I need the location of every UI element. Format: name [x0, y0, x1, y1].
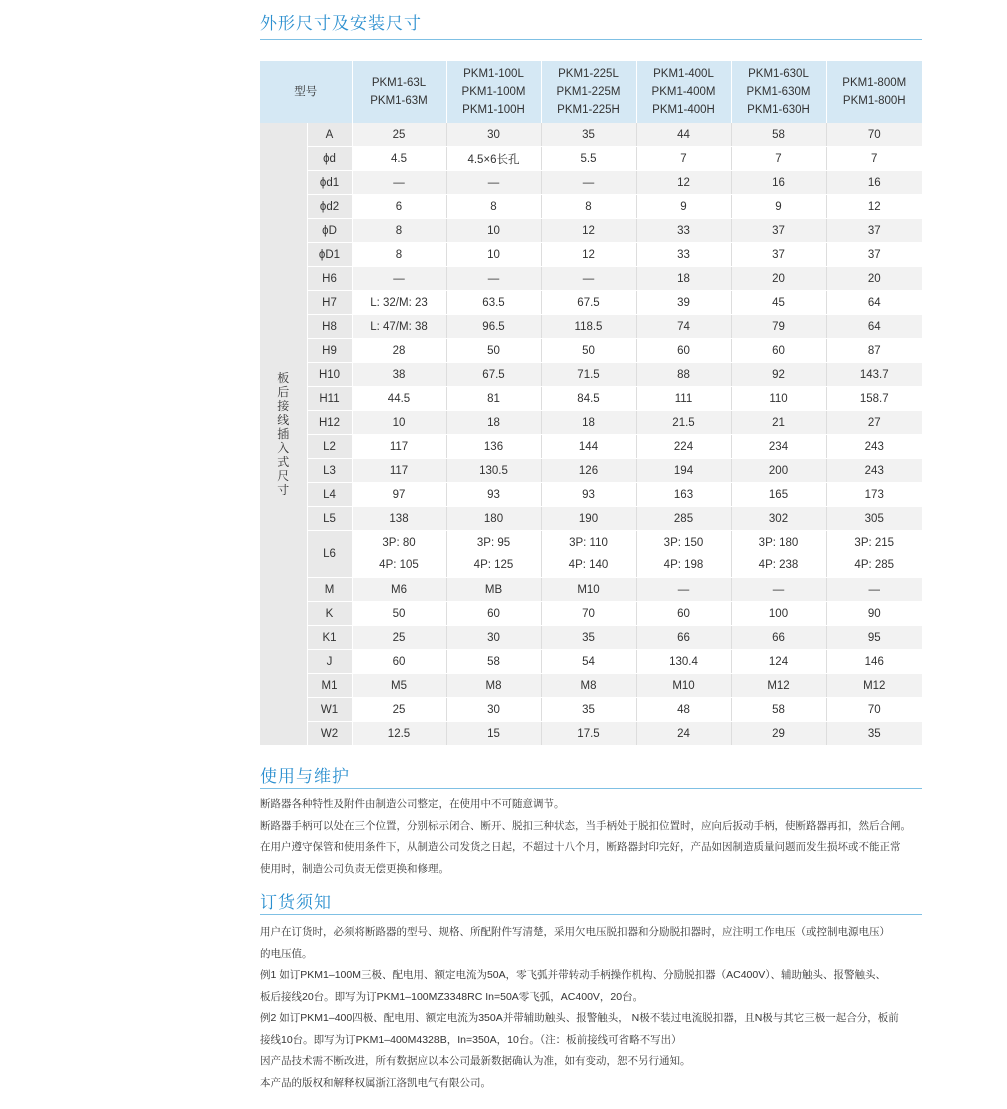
- value-cell: 30: [446, 698, 541, 722]
- value-line: 3P: 95: [476, 537, 511, 549]
- model-name: PKM1-800H: [842, 95, 906, 107]
- model-name: PKM1-63L: [371, 77, 427, 89]
- parameter-cell: H7: [307, 291, 352, 315]
- table-row: [260, 435, 922, 459]
- parameter-cell: L4: [307, 483, 352, 507]
- value-cell: M8: [446, 674, 541, 698]
- model-column-header: [541, 61, 636, 123]
- value-cell: 126: [541, 459, 636, 483]
- value-cell: 8: [352, 243, 446, 267]
- value-cell: 33: [636, 243, 731, 267]
- table-row: [260, 243, 922, 267]
- value-cell: 37: [826, 219, 922, 243]
- value-cell: M5: [352, 674, 446, 698]
- value-cell: 7: [826, 147, 922, 171]
- table-row: [260, 674, 922, 698]
- value-cell: 10: [446, 219, 541, 243]
- value-cell: [352, 531, 446, 578]
- value-cell: 50: [352, 602, 446, 626]
- model-name: PKM1-63M: [370, 95, 428, 107]
- value-cell: 12: [541, 243, 636, 267]
- dimensions-title-divider: [260, 39, 922, 40]
- value-line: 3P: 215: [854, 537, 895, 549]
- value-cell: 173: [826, 483, 922, 507]
- value-cell: 27: [826, 411, 922, 435]
- model-name: PKM1-800M: [842, 77, 907, 89]
- ordering-paragraph: 的电压值。: [260, 947, 313, 960]
- value-cell: 70: [826, 698, 922, 722]
- value-cell: 35: [541, 123, 636, 147]
- value-cell: [731, 531, 826, 578]
- table-row: [260, 219, 922, 243]
- table-row: [260, 291, 922, 315]
- model-name: PKM1-100L: [463, 68, 524, 80]
- parameter-cell: H8: [307, 315, 352, 339]
- value-cell: 60: [636, 339, 731, 363]
- value-cell: 37: [826, 243, 922, 267]
- value-cell: 28: [352, 339, 446, 363]
- value-cell: 130.4: [636, 650, 731, 674]
- value-cell: 60: [446, 602, 541, 626]
- value-cell: M10: [636, 674, 731, 698]
- model-name: PKM1-400M: [651, 86, 716, 98]
- value-cell: M8: [541, 674, 636, 698]
- table-row: [260, 171, 922, 195]
- value-cell: 200: [731, 459, 826, 483]
- value-cell: 180: [446, 507, 541, 531]
- value-cell: —: [541, 171, 636, 195]
- value-cell: 9: [731, 195, 826, 219]
- parameter-cell: A: [307, 123, 352, 147]
- ordering-title-divider: [260, 914, 922, 915]
- value-cell: 8: [541, 195, 636, 219]
- value-cell: —: [541, 267, 636, 291]
- group-label-char: 接: [277, 399, 290, 413]
- value-cell: 234: [731, 435, 826, 459]
- group-label-char: 后: [277, 385, 290, 399]
- value-cell: 143.7: [826, 363, 922, 387]
- value-cell: 48: [636, 698, 731, 722]
- value-cell: 81: [446, 387, 541, 411]
- model-name: PKM1-225L: [558, 68, 619, 80]
- value-cell: 39: [636, 291, 731, 315]
- value-cell: 37: [731, 219, 826, 243]
- value-cell: 7: [636, 147, 731, 171]
- value-cell: 60: [731, 339, 826, 363]
- model-name: PKM1-100H: [462, 104, 525, 116]
- value-cell: M10: [541, 578, 636, 602]
- value-cell: 12: [826, 195, 922, 219]
- value-cell: 18: [446, 411, 541, 435]
- table-row: [260, 507, 922, 531]
- table-row: [260, 698, 922, 722]
- group-label-char: 入: [277, 441, 290, 455]
- model-column-header: [826, 61, 922, 123]
- parameter-cell: L6: [307, 531, 352, 578]
- value-line: 3P: 80: [382, 537, 416, 549]
- value-cell: 10: [352, 411, 446, 435]
- value-cell: 124: [731, 650, 826, 674]
- value-cell: 146: [826, 650, 922, 674]
- value-cell: 21: [731, 411, 826, 435]
- value-cell: [446, 531, 541, 578]
- ordering-paragraph: 例2 如订PKM1–400四极、配电用、额定电流为350A并带辅助触头、报警触头， N极不装过电流脱扣器，且N极与其它三极一起合分，板前: [260, 1012, 899, 1024]
- maintenance-paragraph: 断路器手柄可以处在三个位置，分别标示闭合、断开、脱扣三种状态，当手柄处于脱扣位置时，应向后扳动手柄，使断路器再扣，然后合闸。: [260, 819, 911, 832]
- value-cell: 118.5: [541, 315, 636, 339]
- value-line: 4P: 238: [758, 559, 799, 571]
- value-cell: 90: [826, 602, 922, 626]
- maintenance-paragraph: 在用户遵守保管和使用条件下，从制造公司发货之日起，不超过十八个月，断路器封印完好，产品如因制造质量问题而发生损坏或不能正常: [260, 841, 901, 853]
- table-row: [260, 411, 922, 435]
- parameter-cell: ϕd2: [307, 195, 352, 219]
- value-cell: 87: [826, 339, 922, 363]
- parameter-cell: J: [307, 650, 352, 674]
- maintenance-paragraph: 断路器各种特性及附件由制造公司整定，在使用中不可随意调节。: [260, 798, 565, 810]
- parameter-cell: H12: [307, 411, 352, 435]
- dimensions-table: [260, 61, 922, 746]
- ordering-paragraph: 例1 如订PKM1–100M三极、配电用、额定电流为50A，零飞弧并带转动手柄操作机构、分励脱扣器（AC400V）、辅助触头、报警触头、: [260, 969, 886, 981]
- table-header-row: [260, 61, 922, 123]
- table-row: [260, 650, 922, 674]
- parameter-cell: H10: [307, 363, 352, 387]
- value-cell: 100: [731, 602, 826, 626]
- value-cell: 60: [636, 602, 731, 626]
- value-cell: 70: [541, 602, 636, 626]
- value-cell: 44: [636, 123, 731, 147]
- group-label-char: 尺: [277, 469, 290, 483]
- value-cell: 54: [541, 650, 636, 674]
- value-cell: 84.5: [541, 387, 636, 411]
- value-cell: 6: [352, 195, 446, 219]
- maintenance-title-divider: [260, 788, 922, 789]
- value-cell: 194: [636, 459, 731, 483]
- value-cell: 243: [826, 459, 922, 483]
- value-cell: 38: [352, 363, 446, 387]
- model-name: PKM1-630H: [747, 104, 810, 116]
- parameter-cell: ϕD: [307, 219, 352, 243]
- ordering-paragraph: 接线10台。即写为订PKM1–400M4328B，In=350A，10台。（注：板前接线可省略不写出）: [260, 1033, 682, 1046]
- value-cell: 30: [446, 123, 541, 147]
- value-cell: 163: [636, 483, 731, 507]
- value-cell: 29: [731, 722, 826, 746]
- value-cell: 5.5: [541, 147, 636, 171]
- value-cell: 25: [352, 626, 446, 650]
- value-cell: 15: [446, 722, 541, 746]
- value-cell: 16: [826, 171, 922, 195]
- table-row: [260, 722, 922, 746]
- value-cell: —: [731, 578, 826, 602]
- model-name: PKM1-225H: [557, 104, 620, 116]
- value-line: 4P: 198: [663, 559, 704, 571]
- table-row: [260, 626, 922, 650]
- value-cell: 8: [446, 195, 541, 219]
- header-model-label: 型号: [260, 61, 352, 123]
- model-name: PKM1-400L: [653, 68, 714, 80]
- parameter-cell: H9: [307, 339, 352, 363]
- value-cell: 35: [541, 626, 636, 650]
- group-label-char: 板: [277, 371, 290, 385]
- value-cell: 25: [352, 698, 446, 722]
- value-cell: 67.5: [541, 291, 636, 315]
- parameter-cell: L2: [307, 435, 352, 459]
- value-cell: [541, 531, 636, 578]
- value-cell: M6: [352, 578, 446, 602]
- value-cell: 92: [731, 363, 826, 387]
- row-group-label: [260, 123, 307, 746]
- parameter-cell: L3: [307, 459, 352, 483]
- value-cell: 117: [352, 459, 446, 483]
- ordering-text: [260, 922, 940, 1094]
- group-label-char: 寸: [277, 483, 290, 497]
- value-cell: 58: [731, 698, 826, 722]
- value-cell: —: [446, 171, 541, 195]
- value-cell: 33: [636, 219, 731, 243]
- parameter-cell: W2: [307, 722, 352, 746]
- ordering-paragraph: 板后接线20台。即写为订PKM1–100MZ3348RC In=50A零飞弧，AC400V，20台。: [260, 990, 644, 1003]
- model-name: PKM1-630M: [746, 86, 811, 98]
- table-row: [260, 195, 922, 219]
- ordering-title: 订货须知: [260, 893, 332, 912]
- parameter-cell: K: [307, 602, 352, 626]
- value-cell: 12.5: [352, 722, 446, 746]
- value-cell: 130.5: [446, 459, 541, 483]
- model-column-header: [731, 61, 826, 123]
- parameter-cell: H6: [307, 267, 352, 291]
- value-cell: 12: [541, 219, 636, 243]
- value-cell: —: [826, 578, 922, 602]
- model-column-header: [352, 61, 446, 123]
- parameter-cell: ϕd: [307, 147, 352, 171]
- value-cell: 117: [352, 435, 446, 459]
- value-cell: 50: [446, 339, 541, 363]
- value-cell: 93: [541, 483, 636, 507]
- value-cell: M12: [731, 674, 826, 698]
- value-cell: 305: [826, 507, 922, 531]
- group-label-char: 线: [277, 413, 290, 427]
- value-cell: 20: [731, 267, 826, 291]
- dimensions-title: 外形尺寸及安装尺寸: [260, 14, 422, 33]
- ordering-paragraph: 本产品的版权和解释权属浙江洛凯电气有限公司。: [260, 1076, 491, 1089]
- maintenance-paragraph: 使用时，制造公司负责无偿更换和修理。: [260, 862, 449, 875]
- ordering-paragraph: 用户在订货时，必须将断路器的型号、规格、所配附件写清楚，采用欠电压脱扣器和分励脱扣器时，应注明工作电压（或控制电源电压）: [260, 926, 890, 938]
- value-cell: 60: [352, 650, 446, 674]
- value-cell: 10: [446, 243, 541, 267]
- value-cell: 71.5: [541, 363, 636, 387]
- value-cell: 88: [636, 363, 731, 387]
- value-cell: 243: [826, 435, 922, 459]
- value-line: 4P: 285: [854, 559, 895, 571]
- parameter-cell: ϕd1: [307, 171, 352, 195]
- parameter-cell: M: [307, 578, 352, 602]
- model-name: PKM1-100M: [461, 86, 526, 98]
- parameter-cell: L5: [307, 507, 352, 531]
- value-cell: 58: [446, 650, 541, 674]
- parameter-cell: H11: [307, 387, 352, 411]
- value-cell: L: 47/M: 38: [352, 315, 446, 339]
- value-cell: 110: [731, 387, 826, 411]
- parameter-cell: ϕD1: [307, 243, 352, 267]
- table-row: [260, 363, 922, 387]
- value-line: 3P: 150: [663, 537, 704, 549]
- model-name: PKM1-630L: [748, 68, 809, 80]
- value-cell: 58: [731, 123, 826, 147]
- value-line: 4P: 105: [379, 559, 419, 571]
- value-cell: 97: [352, 483, 446, 507]
- value-cell: 136: [446, 435, 541, 459]
- value-cell: 64: [826, 315, 922, 339]
- value-cell: L: 32/M: 23: [352, 291, 446, 315]
- value-cell: 224: [636, 435, 731, 459]
- value-cell: 9: [636, 195, 731, 219]
- value-line: 4P: 140: [568, 559, 609, 571]
- table-row: [260, 459, 922, 483]
- value-cell: —: [446, 267, 541, 291]
- value-cell: 50: [541, 339, 636, 363]
- value-cell: [636, 531, 731, 578]
- table-row: [260, 602, 922, 626]
- value-cell: M12: [826, 674, 922, 698]
- value-cell: 96.5: [446, 315, 541, 339]
- value-cell: 70: [826, 123, 922, 147]
- table-row: [260, 387, 922, 411]
- table-row: [260, 267, 922, 291]
- value-cell: 21.5: [636, 411, 731, 435]
- value-cell: 285: [636, 507, 731, 531]
- table-row: [260, 315, 922, 339]
- value-cell: 138: [352, 507, 446, 531]
- value-cell: 67.5: [446, 363, 541, 387]
- value-line: 3P: 110: [569, 537, 608, 549]
- value-cell: 12: [636, 171, 731, 195]
- value-cell: 190: [541, 507, 636, 531]
- value-cell: 95: [826, 626, 922, 650]
- ordering-paragraph: 因产品技术需不断改进，所有数据应以本公司最新数据确认为准，如有变动，恕不另行通知。: [260, 1055, 691, 1067]
- maintenance-title: 使用与维护: [260, 767, 350, 786]
- table-row: [260, 483, 922, 507]
- value-cell: —: [352, 171, 446, 195]
- value-cell: 24: [636, 722, 731, 746]
- value-cell: 37: [731, 243, 826, 267]
- value-cell: 74: [636, 315, 731, 339]
- group-label-char: 式: [277, 455, 290, 469]
- value-line: 3P: 180: [758, 537, 799, 549]
- table-row: [260, 147, 922, 171]
- value-cell: MB: [446, 578, 541, 602]
- table-row: [260, 123, 922, 147]
- value-cell: 30: [446, 626, 541, 650]
- value-cell: 63.5: [446, 291, 541, 315]
- value-cell: 18: [636, 267, 731, 291]
- value-cell: —: [636, 578, 731, 602]
- value-cell: 44.5: [352, 387, 446, 411]
- model-column-header: [446, 61, 541, 123]
- table-row: [260, 339, 922, 363]
- model-name: PKM1-400H: [652, 104, 715, 116]
- value-cell: 144: [541, 435, 636, 459]
- value-cell: 35: [826, 722, 922, 746]
- table-row: [260, 578, 922, 602]
- value-cell: [826, 531, 922, 578]
- parameter-cell: W1: [307, 698, 352, 722]
- value-cell: 35: [541, 698, 636, 722]
- value-cell: 158.7: [826, 387, 922, 411]
- value-cell: 16: [731, 171, 826, 195]
- value-cell: 20: [826, 267, 922, 291]
- value-cell: 64: [826, 291, 922, 315]
- parameter-cell: K1: [307, 626, 352, 650]
- value-cell: 17.5: [541, 722, 636, 746]
- value-cell: 302: [731, 507, 826, 531]
- value-cell: 66: [731, 626, 826, 650]
- value-cell: 165: [731, 483, 826, 507]
- model-column-header: [636, 61, 731, 123]
- value-cell: 45: [731, 291, 826, 315]
- value-cell: 93: [446, 483, 541, 507]
- maintenance-text: [260, 794, 940, 880]
- value-cell: 18: [541, 411, 636, 435]
- value-cell: 8: [352, 219, 446, 243]
- value-cell: 66: [636, 626, 731, 650]
- value-cell: 4.5×6长孔: [446, 147, 541, 171]
- table-row: [260, 531, 922, 578]
- parameter-cell: M1: [307, 674, 352, 698]
- value-cell: —: [352, 267, 446, 291]
- value-line: 4P: 125: [473, 559, 514, 571]
- value-cell: 4.5: [352, 147, 446, 171]
- value-cell: 79: [731, 315, 826, 339]
- group-label-char: 插: [277, 427, 290, 441]
- value-cell: 111: [636, 387, 731, 411]
- value-cell: 25: [352, 123, 446, 147]
- model-name: PKM1-225M: [556, 86, 621, 98]
- value-cell: 7: [731, 147, 826, 171]
